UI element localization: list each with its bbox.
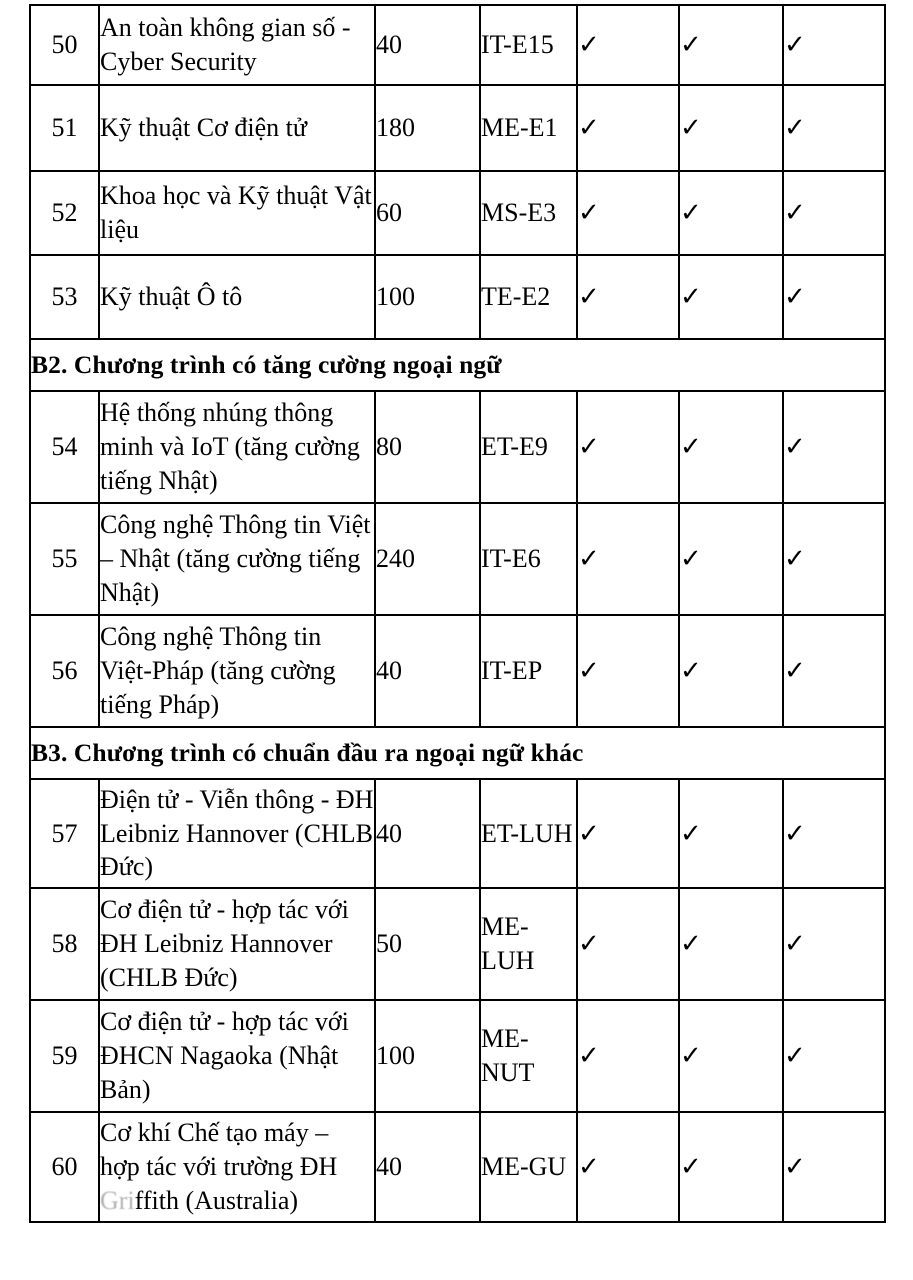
program-name: Kỹ thuật Cơ điện tử — [99, 85, 375, 171]
program-name-line-1: Cơ khí Chế tạo máy – — [100, 1118, 329, 1148]
program-quota: 50 — [375, 888, 480, 1000]
program-quota: 100 — [375, 1000, 480, 1112]
program-code: IT-E15 — [480, 5, 577, 85]
check-icon: ✓ — [680, 1041, 702, 1072]
check-cell-3 — [783, 1000, 885, 1112]
program-name: Cơ điện tử - hợp tác với ĐHCN Nagaoka (Nhật Bản) — [99, 1000, 375, 1112]
program-quota: 240 — [375, 503, 480, 615]
check-icon: ✓ — [578, 198, 600, 229]
check-icon: ✓ — [578, 432, 600, 463]
check-cell-2 — [679, 503, 783, 615]
check-icon: ✓ — [784, 1041, 806, 1072]
program-code: ME-LUH — [480, 888, 577, 1000]
table-row — [30, 503, 885, 615]
program-name: Khoa học và Kỹ thuật Vật liệu — [99, 171, 375, 255]
check-icon: ✓ — [784, 656, 806, 687]
check-cell-3 — [783, 255, 885, 339]
table-row — [30, 888, 885, 1000]
check-cell-3 — [783, 779, 885, 888]
check-cell-3 — [783, 391, 885, 503]
check-cell-1 — [577, 779, 679, 888]
check-icon: ✓ — [784, 30, 806, 61]
program-code: IT-EP — [480, 615, 577, 727]
row-index: 58 — [30, 888, 99, 1000]
check-icon: ✓ — [784, 432, 806, 463]
check-icon: ✓ — [784, 544, 806, 575]
check-cell-1 — [577, 888, 679, 1000]
check-icon: ✓ — [680, 929, 702, 960]
program-quota: 180 — [375, 85, 480, 171]
program-code: ME-GU — [480, 1112, 577, 1222]
section-header-row-b2 — [30, 339, 885, 391]
program-table-container — [29, 4, 884, 1223]
check-icon: ✓ — [784, 113, 806, 144]
check-icon: ✓ — [784, 282, 806, 313]
check-cell-2 — [679, 888, 783, 1000]
program-table-body — [30, 5, 885, 1222]
table-row — [30, 85, 885, 171]
check-icon: ✓ — [578, 1152, 600, 1183]
program-quota: 40 — [375, 1112, 480, 1222]
check-icon: ✓ — [680, 432, 702, 463]
row-index: 55 — [30, 503, 99, 615]
row-index: 54 — [30, 391, 99, 503]
check-icon: ✓ — [784, 929, 806, 960]
check-icon: ✓ — [578, 544, 600, 575]
section-header-row-b3 — [30, 727, 885, 779]
check-icon: ✓ — [578, 113, 600, 144]
check-icon: ✓ — [578, 282, 600, 313]
check-cell-1 — [577, 503, 679, 615]
check-cell-1 — [577, 391, 679, 503]
program-name: Cơ điện tử - hợp tác với ĐH Leibniz Hannover (CHLB Đức) — [99, 888, 375, 1000]
program-code: IT-E6 — [480, 503, 577, 615]
check-icon: ✓ — [680, 30, 702, 61]
check-icon: ✓ — [578, 30, 600, 61]
check-cell-3 — [783, 615, 885, 727]
check-cell-2 — [679, 391, 783, 503]
row-index: 53 — [30, 255, 99, 339]
check-cell-1 — [577, 5, 679, 85]
program-code: ET-LUH — [480, 779, 577, 888]
check-icon: ✓ — [578, 1041, 600, 1072]
check-icon: ✓ — [680, 198, 702, 229]
program-code: ET-E9 — [480, 391, 577, 503]
program-quota: 80 — [375, 391, 480, 503]
program-name: Kỹ thuật Ô tô — [99, 255, 375, 339]
row-index: 52 — [30, 171, 99, 255]
check-icon: ✓ — [680, 113, 702, 144]
check-cell-2 — [679, 1112, 783, 1222]
program-name-line-3: ffith (Australia) — [134, 1185, 299, 1215]
section-title: B3. Chương trình có chuẩn đầu ra ngoại ngữ khác — [30, 727, 885, 779]
check-cell-1 — [577, 255, 679, 339]
row-index: 51 — [30, 85, 99, 171]
table-row — [30, 5, 885, 85]
table-row — [30, 171, 885, 255]
check-cell-1 — [577, 1112, 679, 1222]
row-index: 60 — [30, 1112, 99, 1222]
program-quota: 100 — [375, 255, 480, 339]
check-icon: ✓ — [784, 818, 806, 849]
row-index: 50 — [30, 5, 99, 85]
check-icon: ✓ — [578, 656, 600, 687]
program-name: Công nghệ Thông tin Việt – Nhật (tăng cường tiếng Nhật) — [99, 503, 375, 615]
check-icon: ✓ — [784, 198, 806, 229]
check-icon: ✓ — [680, 1152, 702, 1183]
check-cell-2 — [679, 171, 783, 255]
check-cell-3 — [783, 503, 885, 615]
program-quota: 60 — [375, 171, 480, 255]
table-row — [30, 779, 885, 888]
program-code: MS-E3 — [480, 171, 577, 255]
check-cell-1 — [577, 1000, 679, 1112]
table-row — [30, 1112, 885, 1222]
row-index: 59 — [30, 1000, 99, 1112]
table-row — [30, 1000, 885, 1112]
check-cell-2 — [679, 779, 783, 888]
check-cell-1 — [577, 171, 679, 255]
check-cell-2 — [679, 255, 783, 339]
check-cell-2 — [679, 615, 783, 727]
program-name-line-2: hợp tác với trường ĐH — [100, 1152, 338, 1182]
program-code: ME-NUT — [480, 1000, 577, 1112]
check-icon: ✓ — [578, 929, 600, 960]
program-name: An toàn không gian số - Cyber Security — [99, 5, 375, 85]
table-row — [30, 391, 885, 503]
check-cell-1 — [577, 85, 679, 171]
check-icon: ✓ — [680, 544, 702, 575]
program-code: ME-E1 — [480, 85, 577, 171]
program-name-line-3-faded: Gri — [100, 1185, 135, 1215]
program-name: Công nghệ Thông tin Việt-Pháp (tăng cường tiếng Pháp) — [99, 615, 375, 727]
check-cell-1 — [577, 615, 679, 727]
check-cell-2 — [679, 5, 783, 85]
check-icon: ✓ — [680, 656, 702, 687]
program-quota: 40 — [375, 5, 480, 85]
check-cell-3 — [783, 888, 885, 1000]
program-name: Điện tử - Viễn thông - ĐH Leibniz Hannover (CHLB Đức) — [99, 779, 375, 888]
program-name — [99, 1112, 375, 1222]
table-row — [30, 255, 885, 339]
check-cell-3 — [783, 85, 885, 171]
row-index: 56 — [30, 615, 99, 727]
check-icon: ✓ — [578, 818, 600, 849]
program-name: Hệ thống nhúng thông minh và IoT (tăng cường tiếng Nhật) — [99, 391, 375, 503]
section-title: B2. Chương trình có tăng cường ngoại ngữ — [30, 339, 885, 391]
check-cell-3 — [783, 1112, 885, 1222]
check-icon: ✓ — [784, 1152, 806, 1183]
check-icon: ✓ — [680, 282, 702, 313]
row-index: 57 — [30, 779, 99, 888]
program-quota: 40 — [375, 615, 480, 727]
program-code: TE-E2 — [480, 255, 577, 339]
check-icon: ✓ — [680, 818, 702, 849]
check-cell-2 — [679, 85, 783, 171]
check-cell-3 — [783, 171, 885, 255]
check-cell-3 — [783, 5, 885, 85]
program-table — [29, 4, 886, 1223]
table-row — [30, 615, 885, 727]
program-quota: 40 — [375, 779, 480, 888]
check-cell-2 — [679, 1000, 783, 1112]
